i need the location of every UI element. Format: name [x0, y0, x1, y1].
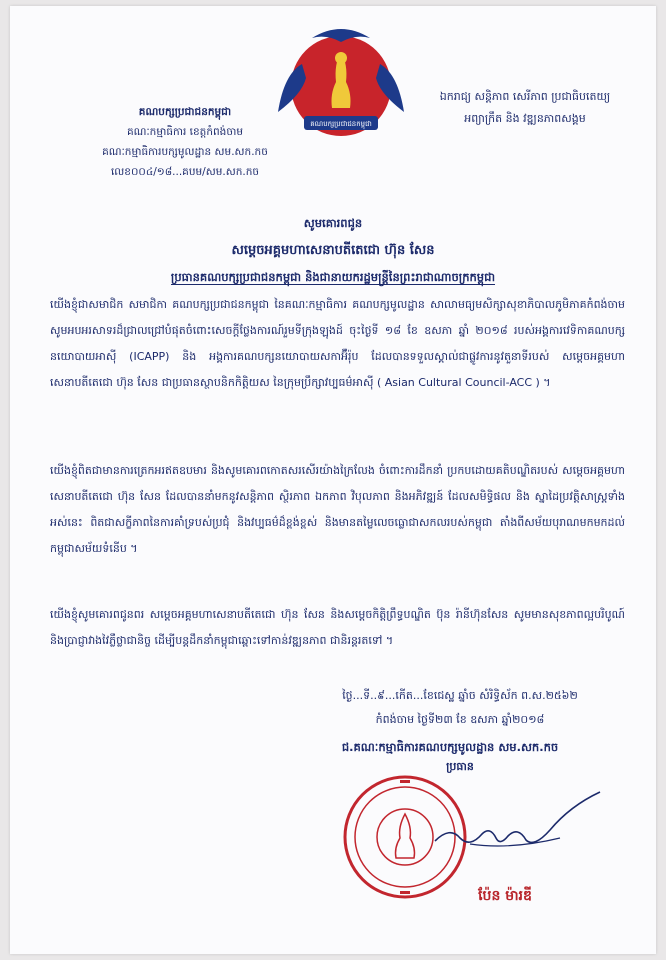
logo-text: គណបក្សប្រជាជនកម្ពុជា	[310, 120, 372, 128]
reference-number: លេខ០០៤/១៨...គបម/សម.សក.កច	[110, 166, 260, 178]
handwritten-signature-icon	[430, 786, 610, 866]
party-name: គណបក្សប្រជាជនកម្ពុជា	[138, 106, 232, 118]
lunar-date: ថ្ងៃ...ទី..៩...កើត...ខែជេស្ឋ ឆ្នាំច សំរិទ្ធិស័ក ព.ស.២៥៦២	[342, 689, 578, 702]
header-right	[405, 86, 645, 130]
recipient-name: សម្តេចអគ្គមហាសេនាបតីតេជោ ហ៊ុន សែន	[231, 243, 435, 258]
motto-line-2: អព្យាក្រឹត និង វឌ្ឍនភាពសង្គម	[464, 112, 586, 125]
province-committee: គណៈកម្មាធិការ ខេត្តកំពង់ចាម	[126, 126, 243, 138]
body-paragraph-2: យើងខ្ញុំពិតជាមានការត្រេកអរឥតឧបមារ និងសូមគោរពកោតសរសើរយ៉ាងក្រៃលែង ចំពោះការដឹកនាំ ប្រកបដោយគតិបណ្ឌិតរបស់ សម្តេចអគ្គមហាសេនាបតីតេជោ ហ៊ុន សែន ដែលបាននាំមកនូវសន្តិភាព ស្ថិរភាព ឯកភាព វិបុលភាព និងអភិវឌ្ឍន៍ ដែលសមិទ្ធិផល និង ស្នាដៃប្រវត្តិសាស្ត្រទាំងអស់នេះ ពិតជាសក្ខីភាពនៃការគាំទ្របស់ប្រជុំ និងវប្បធម៌ដ៏ខ្ពង់ខ្ពស់ និងមានតម្លៃលេចធ្លោជាសកលរបស់កម្ពុជា តាំងពីសម័យបុរាណមកមកដល់កម្ពុជាសម័យទំនើប ។	[50, 464, 625, 555]
letter-page	[10, 6, 656, 954]
signature-role: ប្រធាន	[446, 760, 474, 773]
motto-line-1: ឯករាជ្យ សន្តិភាព សេរីភាព ប្រជាធិបតេយ្យ	[439, 90, 611, 103]
body-paragraph-1: យើងខ្ញុំជាសមាជិក សមាជិកា គណបក្សប្រជាជនកម្ពុជា នៃគណៈកម្មាធិការ គណបក្សមូលដ្ឋាន សាលាមធ្យមសិក្សាសុខាភិបាលភូមិភាគកំពង់ចាម សូមអបអរសាទរដ៏ជ្រាលជ្រៅបំផុតចំពោះសេចក្តីថ្លែងការណ៍រួមទីក្រុងឡុងដ៍ ចុះថ្ងៃទី ១៨ ខែ ឧសភា ឆ្នាំ ២០១៨ របស់អង្គការវេទិកាគណបក្សនយោបាយអាស៊ី (ICAPP) និង អង្គការគណបក្សនយោបាយសកាអ៊ឺរ៉ុប ដែលបានទទួលស្គាល់ជាផ្លូវការនូវតួនាទីរបស់ សម្តេចអគ្គមហាសេនាបតីតេជោ ហ៊ុន សែន ជាប្រធានស្ថាបនិកកិត្តិយស នៃក្រុមប្រឹក្សាវប្បធម៌អាស៊ី ( Asian Cultural Council-ACC ) ។	[50, 298, 625, 389]
greeting: សូមគោរពជូន	[303, 216, 363, 230]
recipient-title	[10, 270, 656, 287]
signer-name: ប៉ែន ម៉ារឌី	[478, 888, 532, 904]
unit-committee: គណៈកម្មាធិការបក្សមូលដ្ឋាន សម.សក.កច	[102, 146, 268, 158]
party-logo-icon	[272, 24, 410, 144]
solar-date: កំពង់ចាម ថ្ងៃទី២៣ ខែ ឧសភា ឆ្នាំ២០១៨	[375, 713, 545, 726]
header-left	[70, 102, 300, 182]
recipient-title-text: ប្រធានគណបក្សប្រជាជនកម្ពុជា និងជានាយករដ្ឋមន្ត្រីនៃព្រះរាជាណាចក្រកម្ពុជា	[170, 270, 496, 284]
signature-organization: ជ.គណៈកម្មាធិការគណបក្សមូលដ្ឋាន សម.សក.កច	[341, 740, 559, 754]
body-paragraph-3: យើងខ្ញុំសូមគោរពជូនពរ សម្តេចអគ្គមហាសេនាបតីតេជោ ហ៊ុន សែន និងសម្តេចកិត្តិព្រឹទ្ធបណ្ឌិត ប៊ុន រ៉ានីហ៊ុនសែន សូមមានសុខភាពល្អបរិបូណ៍ និងប្រាជ្ញាវាងវៃភ្លឺថ្លាជានិច្ច ដើម្បីបន្តដឹកនាំកម្ពុជាឆ្ពោះទៅកាន់វឌ្ឍនភាព ជានិរន្តរតទៅ ។	[50, 608, 625, 647]
